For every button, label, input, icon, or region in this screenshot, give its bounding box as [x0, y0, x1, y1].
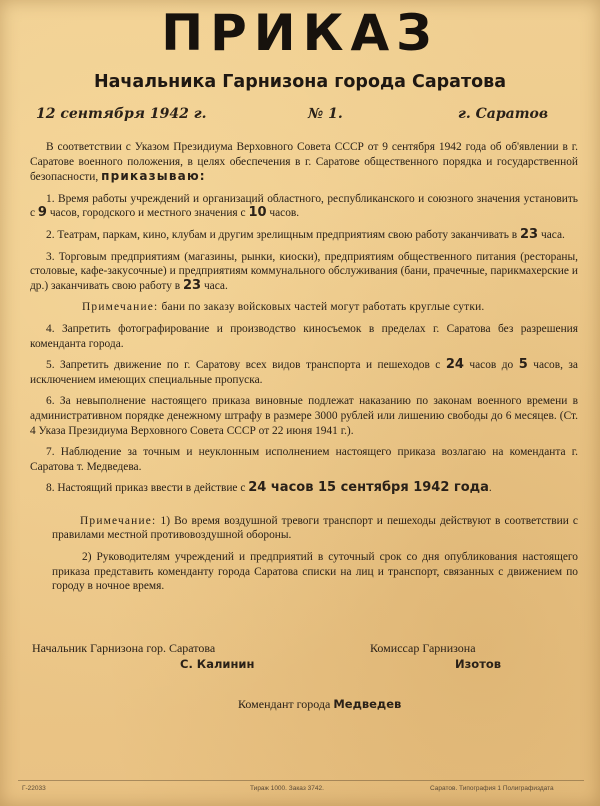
- signature-bottom: [238, 697, 401, 712]
- item-3-text-c: часа.: [203, 279, 228, 292]
- item-8-text-a: 8. Настоящий приказ ввести в действие с: [46, 482, 246, 495]
- signature-bottom-name: Медведев: [333, 697, 402, 711]
- intro-text: В соответствии с Указом Президиума Верховного Совета СССР от 9 сентября 1942 года об об'явлении в г. Саратове военного положения, в целях обеспечения в г. Саратове общественного порядка и государственной безопасности,: [30, 141, 578, 184]
- item-7: 7. Наблюдение за точным и неуклонным исполнением настоящего приказа возлагаю на коменданта г. Саратова т. Медведева.: [30, 446, 578, 473]
- item-2-hour: 23: [520, 226, 539, 242]
- item-2: [30, 228, 578, 243]
- document-title: ПРИКАЗ: [161, 4, 439, 62]
- signature-bottom-title: Комендант города: [238, 697, 331, 711]
- item-5-text-a: 5. Запретить движение по г. Саратову всех видов транспорта и пешеходов с: [46, 359, 441, 372]
- document-subtitle: Начальника Гарнизона города Саратова: [93, 72, 507, 92]
- intro-paragraph: [30, 140, 578, 185]
- item-8-text-c: .: [488, 482, 492, 495]
- command-word: приказываю:: [101, 169, 206, 184]
- item-8: [30, 481, 578, 496]
- item-8-effective-date: 24 часов 15 сентября 1942 года: [248, 480, 489, 496]
- order-body: [30, 140, 578, 601]
- note-3: 2) Руководителям учреждений и предприятий в суточный срок со дня опубликования настоящего приказа представить коменданту города Саратова списки на лиц и транспорт, связанных с движением по городу в ночное время.: [52, 551, 578, 593]
- item-5: [30, 358, 578, 387]
- note-2-text: 1) Во время воздушной тревоги транспорт и пешеходы действуют в соответствии с правилами местной противовоздушной обороны.: [52, 514, 578, 542]
- item-5-hour-to: 5: [518, 357, 528, 373]
- item-1-text-a: 1. Время работы учреждений и организаций областного, республиканского и союзного значения установить с: [30, 192, 578, 220]
- footer-left: Г-22033: [22, 785, 46, 792]
- item-1-text-e: часов.: [269, 207, 300, 220]
- note-2-label: Примечание:: [80, 514, 157, 527]
- item-2-text-c: часа.: [540, 228, 565, 241]
- item-3: [30, 250, 578, 294]
- item-2-text-a: 2. Театрам, паркам, кино, клубам и другим зрелищным предприятиям свою работу заканчивать в: [46, 228, 518, 241]
- item-3-hour: 23: [183, 277, 202, 293]
- item-6: 6. За невыполнение настоящего приказа виновные подлежат наказанию по законам военного времени в административном порядке денежному штрафу в размере 3000 рублей или лишению свободы до 6 месяцев. (Ст. 4 Указа Президиума Верховного Совета СССР от 22 июня 1941 г.).: [30, 395, 578, 437]
- item-1-hour-local: 10: [248, 205, 267, 221]
- item-1: [30, 192, 578, 221]
- note-1-label: Примечание:: [82, 301, 159, 314]
- signature-left-name: С. Калинин: [180, 657, 255, 671]
- order-city: г. Саратов: [458, 106, 549, 122]
- item-5-text-e: часов, за исключением имеющих специальные пропуска.: [30, 359, 578, 386]
- order-date: 12 сентября 1942 г.: [36, 106, 207, 122]
- note-2: [52, 514, 578, 543]
- note-1-text: бани по заказу войсковых частей могут работать круглые сутки.: [161, 301, 485, 314]
- signature-right-title: Комиссар Гарнизона: [370, 641, 476, 655]
- footer-center: Тираж 1000. Заказ 3742.: [250, 785, 324, 792]
- order-number: № 1.: [308, 106, 343, 122]
- item-1-hour-start: 9: [37, 205, 47, 221]
- item-4: 4. Запретить фотографирование и производство киносъемок в пределах г. Саратова без разрешения коменданта города.: [30, 322, 578, 350]
- signature-right-name: Изотов: [455, 657, 502, 671]
- item-5-text-c: часов до: [469, 359, 514, 372]
- item-5-hour-from: 24: [445, 357, 464, 373]
- item-1-text-c: часов, городского и местного значения с: [49, 207, 246, 220]
- signature-left-title: Начальник Гарнизона гор. Саратова: [32, 641, 216, 655]
- item-3-text-a: 3. Торговым предприятиям (магазины, рынки, киоски), предприятиям общественного питания (рестораны, столовые, кафе-закусочные) и предприятиям коммунального обслуживания (бани, прачечные, парикмахерские и др.) заканчивать свою работу в: [30, 250, 578, 292]
- footer-right: Саратов. Типография 1 Полиграфиздата: [430, 785, 554, 792]
- footer-rule: [18, 780, 584, 781]
- note-1: [30, 300, 578, 315]
- dateline: [0, 106, 600, 126]
